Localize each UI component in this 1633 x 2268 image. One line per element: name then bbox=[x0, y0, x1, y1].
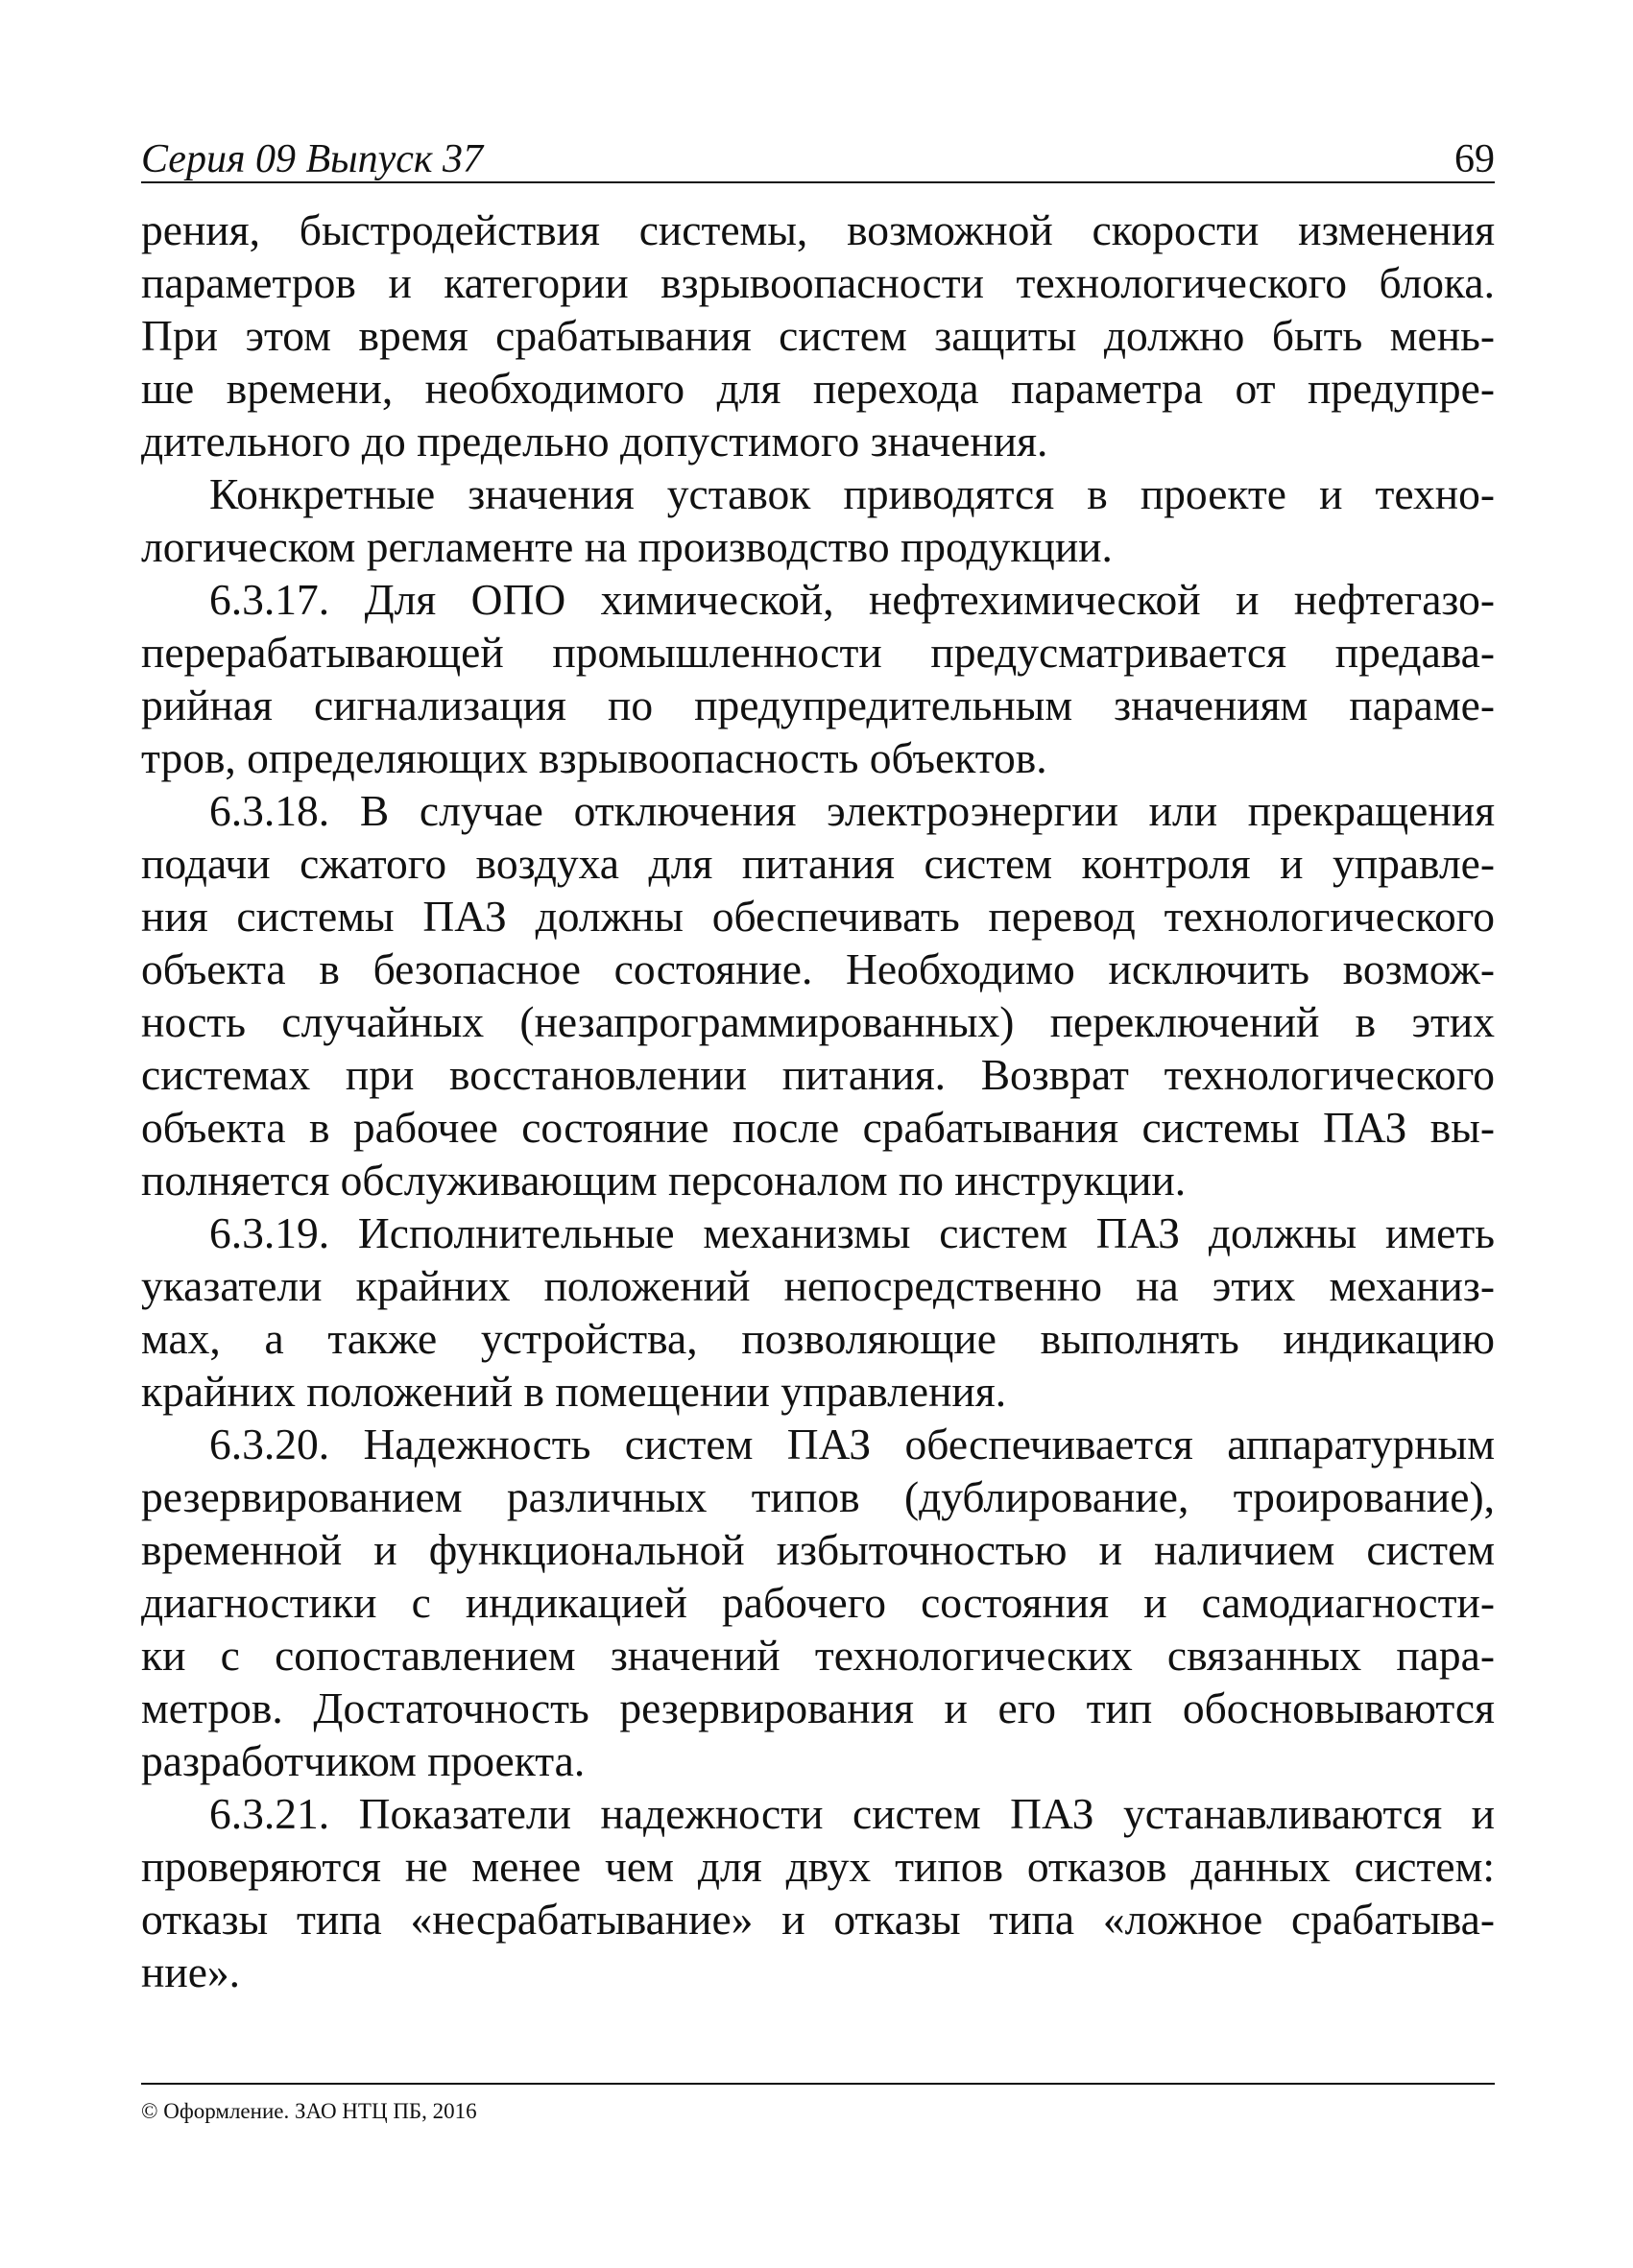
text-line: мах, а также устройства, позволяющие выполнять индикацию bbox=[141, 1314, 1495, 1363]
text-line: отказы типа «несрабатывание» и отказы типа «ложное срабатыва- bbox=[141, 1895, 1495, 1944]
footer-divider bbox=[141, 2083, 1495, 2085]
text-line: рения, быстродействия системы, возможной скорости изменения bbox=[141, 205, 1495, 254]
text-line: 6.3.19. Исполнительные механизмы систем ПАЗ должны иметь bbox=[209, 1208, 1495, 1257]
text-line: указатели крайних положений непосредственно на этих механиз- bbox=[141, 1261, 1495, 1310]
text-line: диагностики с индикацией рабочего состояния и самодиагности- bbox=[141, 1578, 1495, 1627]
text-line: крайних положений в помещении управления. bbox=[141, 1367, 1007, 1416]
text-line: ки с сопоставлением значений технологических связанных пара- bbox=[141, 1631, 1495, 1680]
text-line: временной и функциональной избыточностью и наличием систем bbox=[141, 1525, 1495, 1574]
text-line: ния системы ПАЗ должны обеспечивать перевод технологического bbox=[141, 892, 1495, 941]
text-line: тров, определяющих взрывоопасность объектов. bbox=[141, 733, 1047, 782]
text-line: разработчиком проекта. bbox=[141, 1736, 586, 1785]
text-line: Конкретные значения уставок приводятся в проекте и техно- bbox=[209, 469, 1495, 518]
text-line: системах при восстановлении питания. Возврат технологического bbox=[141, 1050, 1495, 1099]
text-line: перерабатывающей промышленности предусматривается предава- bbox=[141, 628, 1495, 677]
text-line: 6.3.20. Надежность систем ПАЗ обеспечивается аппаратурным bbox=[209, 1420, 1495, 1468]
text-line: При этом время срабатывания систем защиты должно быть мень- bbox=[141, 311, 1495, 360]
text-line: резервированием различных типов (дублирование, троирование), bbox=[141, 1472, 1495, 1521]
footer-copyright: © Оформление. ЗАО НТЦ ПБ, 2016 bbox=[141, 2099, 477, 2123]
text-line: 6.3.21. Показатели надежности систем ПАЗ устанавливаются и bbox=[209, 1789, 1495, 1838]
body-text bbox=[141, 203, 1495, 1998]
text-line: дительного до предельно допустимого значения. bbox=[141, 417, 1048, 466]
text-line: рийная сигнализация по предупредительным значениям параме- bbox=[141, 680, 1495, 729]
text-line: 6.3.17. Для ОПО химической, нефтехимической и нефтегазо- bbox=[209, 575, 1495, 624]
text-line: ние». bbox=[141, 1947, 241, 1996]
text-line: объекта в безопасное состояние. Необходимо исключить возмож- bbox=[141, 944, 1495, 993]
text-line: ше времени, необходимого для перехода параметра от предупре- bbox=[141, 364, 1495, 413]
page-number: 69 bbox=[1454, 137, 1495, 181]
text-line: ность случайных (незапрограммированных) переключений в этих bbox=[141, 997, 1495, 1046]
series-title: Серия 09 Выпуск 37 bbox=[141, 137, 483, 181]
text-line: полняется обслуживающим персоналом по инструкции. bbox=[141, 1156, 1187, 1205]
text-line: логическом регламенте на производство продукции. bbox=[141, 522, 1113, 571]
text-line: параметров и категории взрывоопасности технологического блока. bbox=[141, 258, 1495, 307]
text-line: проверяются не менее чем для двух типов отказов данных систем: bbox=[141, 1842, 1495, 1891]
text-line: объекта в рабочее состояние после срабатывания системы ПАЗ вы- bbox=[141, 1103, 1495, 1152]
text-line: подачи сжатого воздуха для питания систем контроля и управле- bbox=[141, 839, 1495, 888]
text-line: метров. Достаточность резервирования и его тип обосновываются bbox=[141, 1683, 1495, 1732]
text-line: 6.3.18. В случае отключения электроэнергии или прекращения bbox=[209, 786, 1495, 835]
page-header bbox=[141, 139, 1495, 183]
